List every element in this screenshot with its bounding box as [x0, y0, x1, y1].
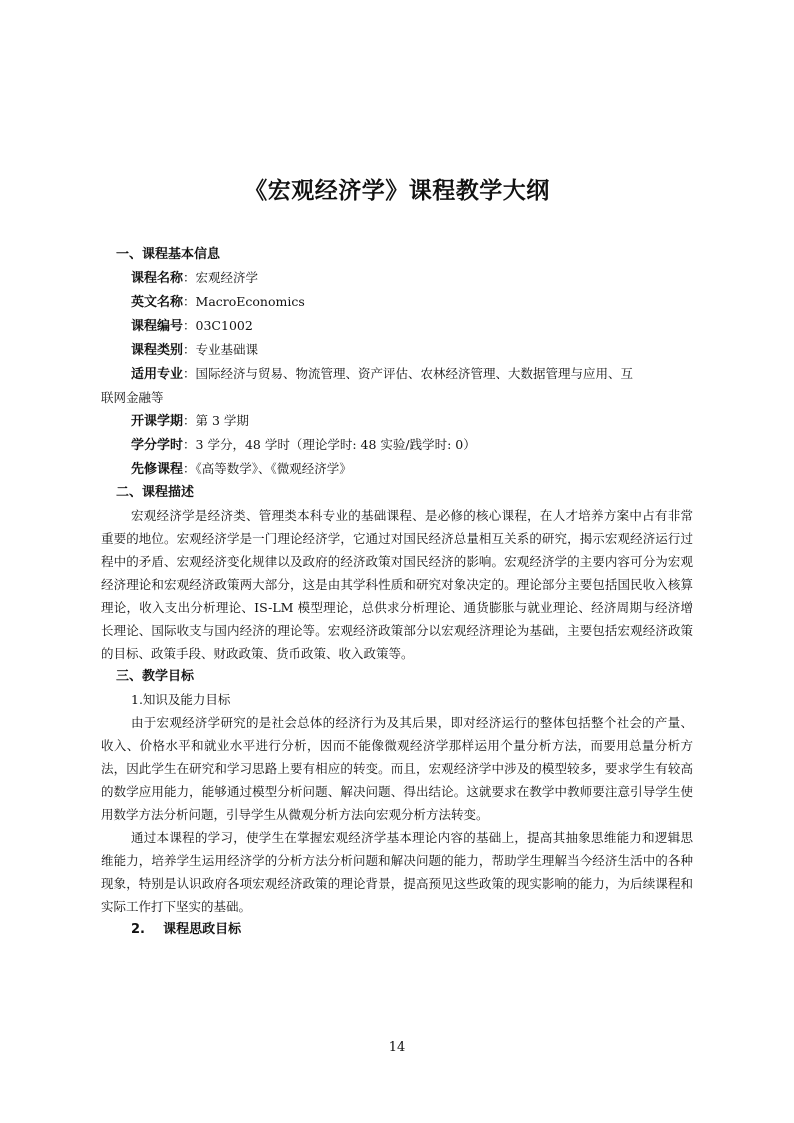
field-label: 学分学时 — [131, 438, 184, 453]
field-value: 3 学分，48 学时（理论学时: 48 实验/践学时: 0） — [195, 437, 476, 452]
field-label: 适用专业 — [131, 367, 184, 382]
field-label: 课程类别 — [131, 343, 184, 358]
field-value: 第 3 学期 — [195, 413, 249, 428]
field-value-continued: 联网金融等 — [101, 390, 164, 405]
field-value: 03C1002 — [195, 318, 253, 333]
course-description-paragraph: 宏观经济学是经济类、管理类本科专业的基础课程、是必修的核心课程，在人才培养方案中占有非常重要的地位。宏观经济学是一门理论经济学，它通过对国民经济总量相互关系的研究，揭示宏观经济运行过程中的矛盾、宏观经济变化规律以及政府的经济政策对国民经济的影响。宏观经济学的主要内容可分为宏观经济理论和宏观经济政策两大部分，这是由其学科性质和研究对象决定的。理论部分主要包括国民收入核算理论，收入支出分析理论、IS-LM 模型理论，总供求分析理论、通货膨胀与就业理论、经济周期与经济增长理论、国际收支与国内经济的理论等。宏观经济政策部分以宏观经济理论为基础，主要包括宏观经济政策的目标、政策手段、财政政策、货币政策、收入政策等。 — [101, 508, 693, 661]
field-value: 宏观经济学 — [195, 270, 259, 285]
field-label: 课程编号 — [131, 319, 184, 334]
page-title: 《宏观经济学》课程教学大纲 — [244, 178, 550, 204]
subheading-knowledge-ability: 1.知识及能力目标 — [131, 692, 231, 707]
field-course-code: 课程编号：03C1002 — [131, 318, 253, 334]
subheading-ideological-objectives: 2. 课程思政目标 — [131, 922, 242, 937]
document-body — [101, 243, 693, 941]
field-value: 《高等数学》、《微观经济学》 — [195, 461, 352, 476]
field-label: 先修课程 — [131, 462, 184, 477]
objectives-paragraph-2: 通过本课程的学习，使学生在掌握宏观经济学基本理论内容的基础上，提高其抽象思维能力和逻辑思维能力，培养学生运用经济学的分析方法分析问题和解决问题的能力，帮助学生理解当今经济生活中的各种现象，特别是认识政府各项宏观经济政策的理论背景，提高预见这些政策的现实影响的能力，为后续课程和实际工作打下坚实的基础。 — [101, 830, 693, 914]
page-number: 14 — [388, 1040, 406, 1055]
field-value: MacroEconomics — [195, 294, 305, 309]
field-semester: 开课学期：第 3 学期 — [131, 413, 249, 429]
field-value: 专业基础课 — [195, 342, 259, 357]
field-prerequisites: 先修课程：《高等数学》、《微观经济学》 — [131, 461, 352, 477]
field-course-category: 课程类别：专业基础课 — [131, 342, 259, 358]
section-heading-description: 二、课程描述 — [116, 485, 195, 500]
field-english-name: 英文名称：MacroEconomics — [131, 294, 305, 310]
field-course-name: 课程名称：宏观经济学 — [131, 270, 259, 286]
field-value: 国际经济与贸易、物流管理、资产评估、农林经济管理、大数据管理与应用、互 — [195, 366, 634, 381]
field-label: 课程名称 — [131, 271, 184, 286]
field-label: 英文名称 — [131, 295, 184, 310]
objectives-paragraph-1: 由于宏观经济学研究的是社会总体的经济行为及其后果，即对经济运行的整体包括整个社会的产量、收入、价格水平和就业水平进行分析，因而不能像微观经济学那样运用个量分析方法，而要用总量分析方法，因此学生在研究和学习思路上要有相应的转变。而且，宏观经济学中涉及的模型较多，要求学生有较高的数学应用能力，能够通过模型分析问题、解决问题、得出结论。这就要求在教学中教师要注意引导学生使用数学方法分析问题，引导学生从微观分析方法向宏观分析方法转变。 — [101, 715, 693, 822]
field-label: 开课学期 — [131, 414, 184, 429]
section-heading-basic-info: 一、课程基本信息 — [116, 247, 221, 262]
section-heading-objectives: 三、教学目标 — [116, 669, 195, 684]
field-credits-hours: 学分学时：3 学分，48 学时（理论学时: 48 实验/践学时: 0） — [131, 437, 476, 453]
field-applicable-majors: 适用专业：国际经济与贸易、物流管理、资产评估、农林经济管理、大数据管理与应用、互 联网金融等 — [131, 362, 693, 409]
